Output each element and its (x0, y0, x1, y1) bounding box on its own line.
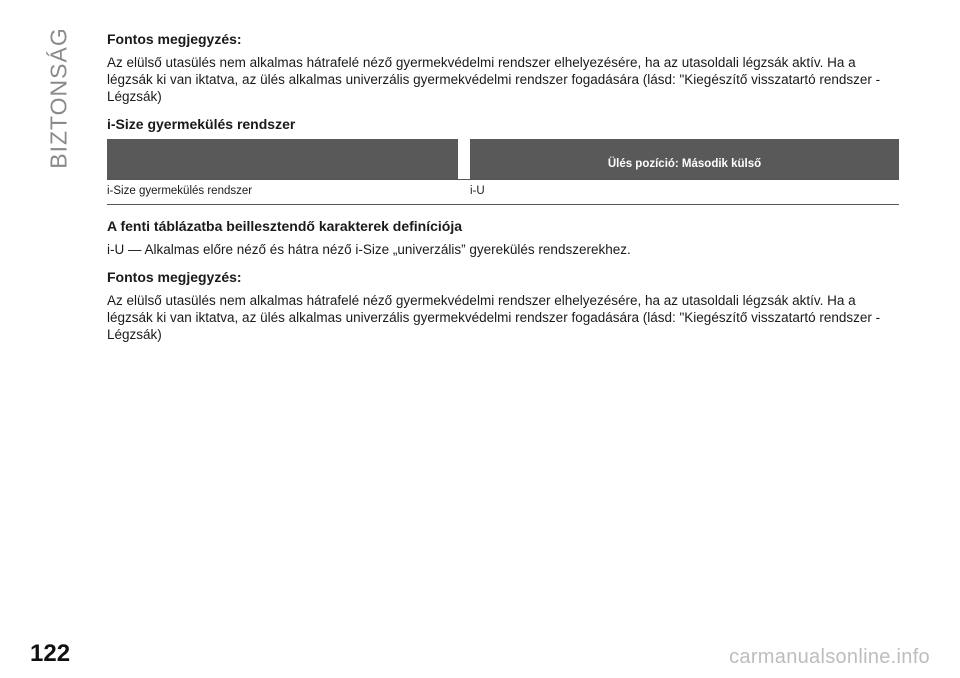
section-side-title (38, 28, 80, 168)
table-row (107, 180, 899, 205)
watermark: carmanualsonline.info (729, 646, 930, 668)
child-seat-table (107, 139, 899, 205)
note-text-1: Az elülső utasülés nem alkalmas hátrafelé néző gyermekvédelmi rendszer elhelyezésére, ha az utasoldali légzsák aktív. Ha a légzsák ki van iktatva, az ülés alkalmas univerzális gyermekvédelmi rendszer fogadására (lásd: "Kiegészítő visszatartó rendszer - Légzsák) (107, 55, 881, 104)
section-side-title-text: BIZTONSÁG (45, 27, 72, 169)
table-header-gap (458, 139, 470, 180)
table-row-gap (458, 180, 470, 205)
note-heading-1: Fontos megjegyzés: (107, 31, 242, 47)
note-heading-2: Fontos megjegyzés: (107, 269, 242, 285)
table-row-label: i-Size gyermekülés rendszer (107, 180, 458, 205)
table-header-empty (107, 139, 458, 180)
table-row-value: i-U (470, 180, 899, 205)
note-text-2: Az elülső utasülés nem alkalmas hátrafelé néző gyermekvédelmi rendszer elhelyezésére, ha az utasoldali légzsák aktív. Ha a légzsák ki van iktatva, az ülés alkalmas univerzális gyermekvédelmi rendszer fogadására (lásd: "Kiegészítő visszatartó rendszer - Légzsák) (107, 293, 881, 342)
page-number: 122 (30, 640, 71, 667)
table-header-seat-position: Ülés pozíció: Második külső (470, 139, 899, 180)
definitions-heading: A fenti táblázatba beillesztendő karakterek definíciója (107, 218, 463, 234)
table-section-heading: i-Size gyermekülés rendszer (107, 116, 296, 132)
page-content (107, 30, 899, 353)
definitions-text: i-U — Alkalmas előre néző és hátra néző i-Size „univerzális” gyerekülés rendszerekhez. (107, 242, 631, 257)
